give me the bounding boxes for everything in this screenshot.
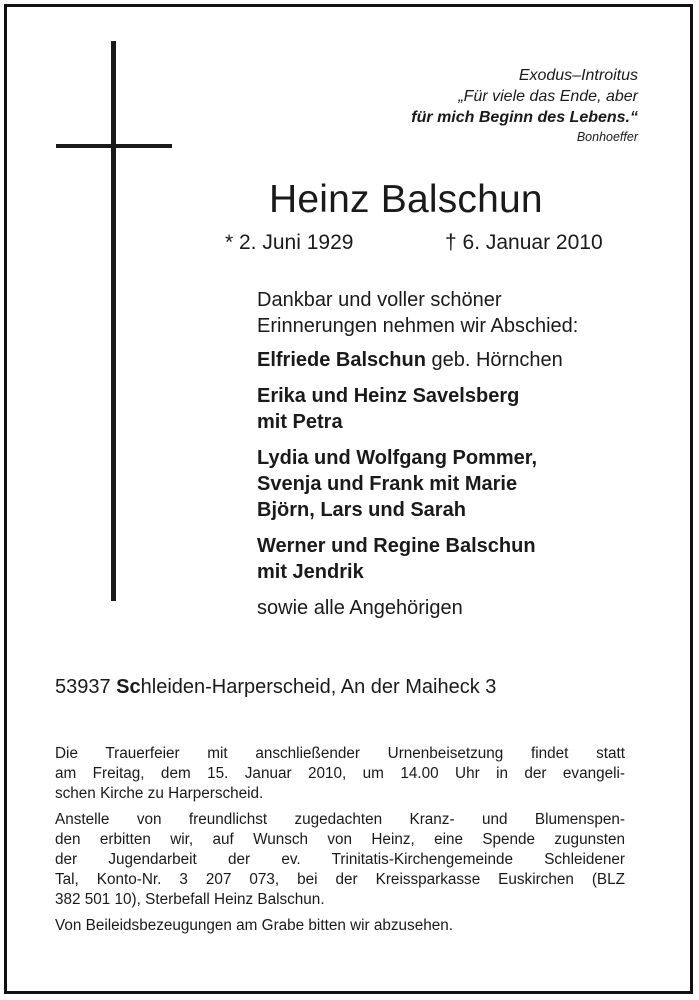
notice-line: schen Kirche zu Harperscheid. bbox=[55, 785, 264, 802]
mourner-family-3 bbox=[257, 445, 667, 523]
family-address bbox=[55, 673, 496, 701]
family-4-line-1: Werner und Regine Balschun bbox=[257, 535, 536, 557]
birth-date: * 2. Juni 1929 bbox=[225, 231, 354, 254]
spouse-name: Elfriede Balschun bbox=[257, 349, 426, 371]
notice-paragraph-ceremony bbox=[55, 744, 625, 804]
quote-line-2: für mich Beginn des Lebens.“ bbox=[411, 109, 638, 126]
notice-line: Tal, Konto-Nr. 3 207 073, bei der Kreissparkasse Euskirchen (BLZ bbox=[55, 871, 625, 888]
quote-source: Exodus–Introitus bbox=[518, 67, 638, 84]
notice-line: 382 501 10), Sterbefall Heinz Balschun. bbox=[55, 891, 325, 908]
obituary-frame bbox=[4, 4, 693, 994]
intro-line-2: Erinnerungen nehmen wir Abschied: bbox=[257, 315, 579, 337]
address-zip: 53937 bbox=[55, 676, 117, 698]
mourners-others: sowie alle Angehörigen bbox=[257, 597, 463, 619]
family-3-line-1: Lydia und Wolfgang Pommer, bbox=[257, 447, 538, 469]
notice-line: am Freitag, dem 15. Januar 2010, um 14.00 Uhr in der evangeli- bbox=[55, 765, 625, 782]
notice-line: der Jugendarbeit der ev. Trinitatis-Kirchengemeinde Schleidener bbox=[55, 851, 625, 868]
family-2-line-2: mit Petra bbox=[257, 411, 343, 433]
family-3-line-3: Björn, Lars und Sarah bbox=[257, 499, 466, 521]
spouse-maiden-name: geb. Hörnchen bbox=[425, 349, 563, 371]
mourner-family-4 bbox=[257, 533, 667, 585]
mourner-family-2 bbox=[257, 383, 667, 435]
notice-line: Die Trauerfeier mit anschließender Urnenbeisetzung findet statt bbox=[55, 745, 625, 762]
address-rest: hleiden-Harperscheid, An der Maiheck 3 bbox=[140, 676, 497, 698]
death-date: † 6. Januar 2010 bbox=[445, 231, 603, 254]
address-city-prefix: Sc bbox=[116, 676, 141, 698]
family-3-line-2: Svenja und Frank mit Marie bbox=[257, 473, 518, 495]
notice-line: Von Beileidsbezeugungen am Grabe bitten wir abzusehen. bbox=[55, 917, 453, 934]
bible-quote bbox=[318, 65, 638, 146]
mourner-spouse bbox=[257, 347, 667, 373]
notice-line: Anstelle von freundlichst zugedachten Kranz- und Blumenspen- bbox=[55, 811, 625, 828]
cross-horizontal-bar bbox=[56, 144, 172, 148]
mourners-intro bbox=[257, 287, 667, 339]
mourners-list bbox=[257, 287, 667, 621]
family-4-line-2: mit Jendrik bbox=[257, 561, 364, 583]
notice-line: den erbitten wir, auf Wunsch von Heinz, eine Spende zugunsten bbox=[55, 831, 625, 848]
intro-line-1: Dankbar und voller schöner bbox=[257, 289, 502, 311]
notice-paragraph-condolences bbox=[55, 916, 625, 936]
funeral-notice bbox=[55, 744, 625, 942]
family-2-line-1: Erika und Heinz Savelsberg bbox=[257, 385, 520, 407]
notice-paragraph-donation bbox=[55, 810, 625, 910]
deceased-name: Heinz Balschun bbox=[269, 178, 543, 221]
cross-vertical-bar bbox=[111, 41, 116, 601]
quote-line-1: „Für viele das Ende, aber bbox=[458, 88, 638, 105]
quote-author: Bonhoeffer bbox=[576, 130, 638, 144]
